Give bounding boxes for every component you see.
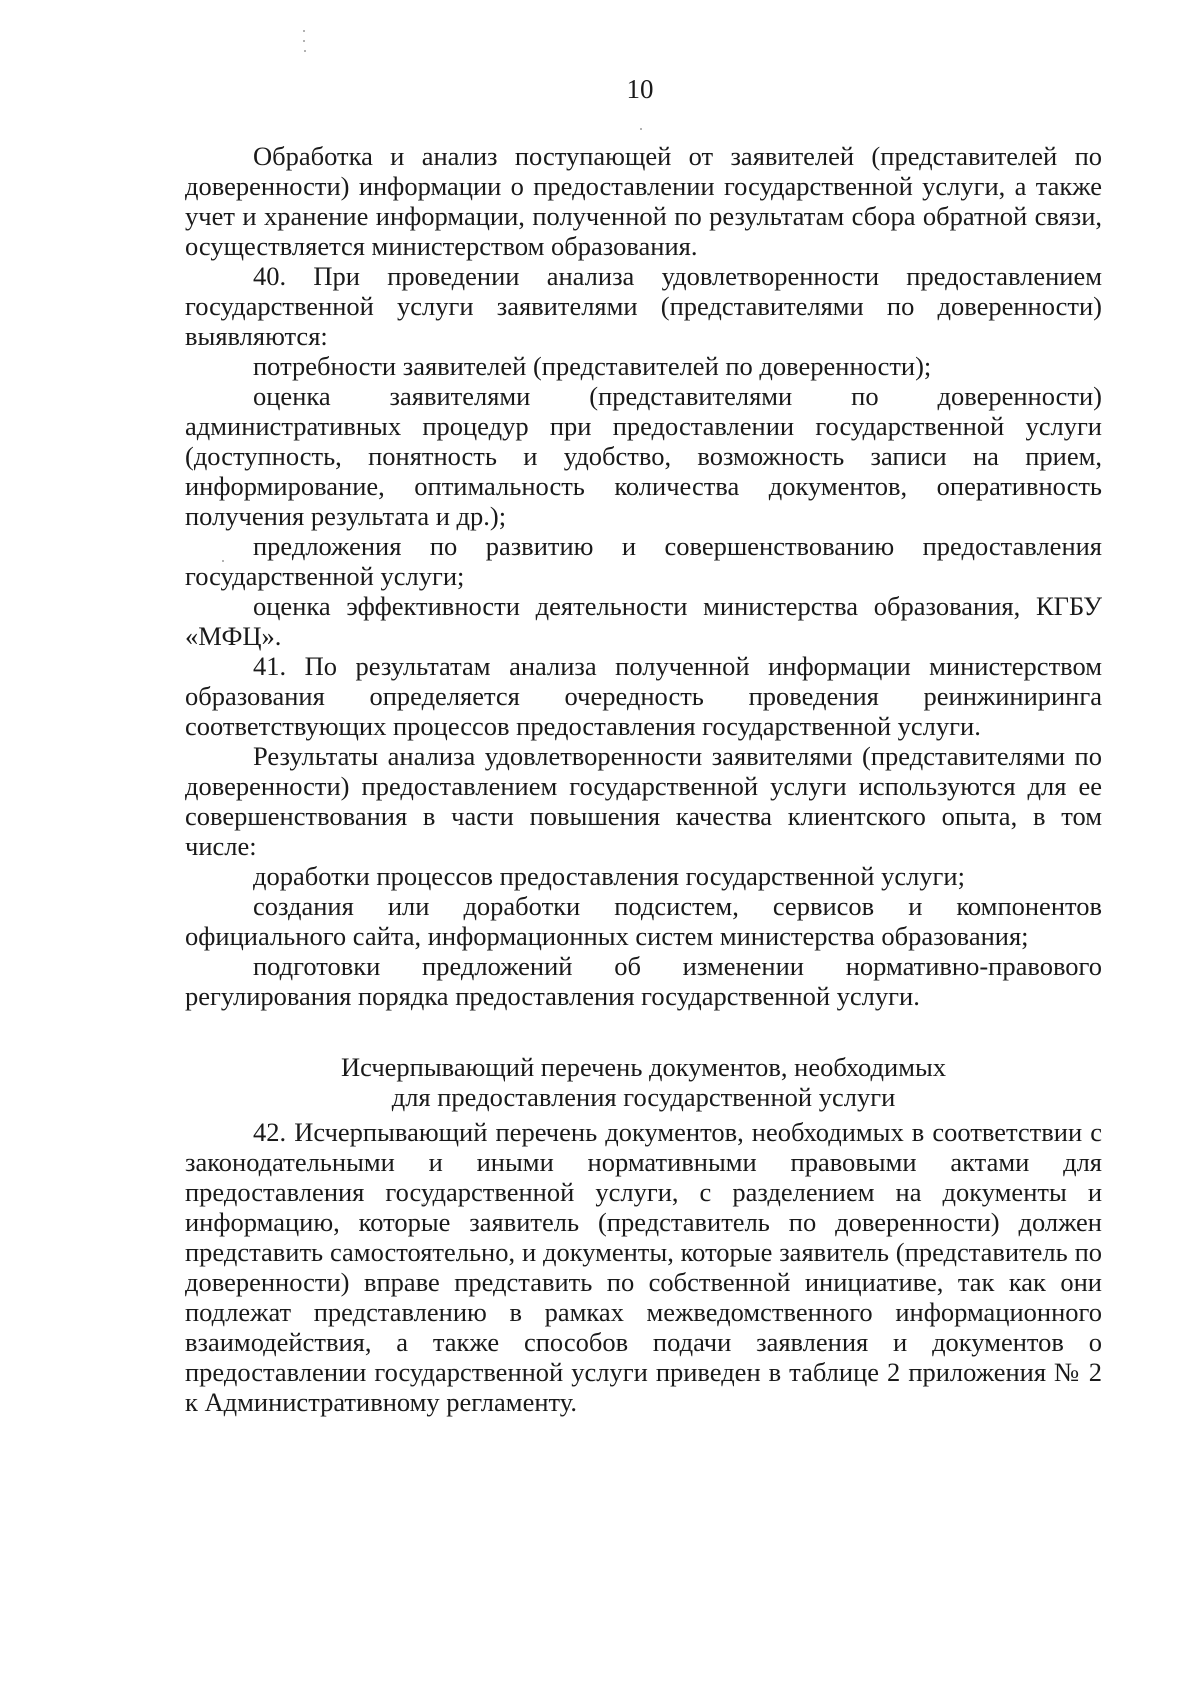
section-heading-line: для предоставления государственной услуги [391, 1082, 896, 1112]
paragraph: оценка эффективности деятельности министерства образования, КГБУ «МФЦ». [185, 591, 1102, 651]
paragraph: Результаты анализа удовлетворенности заявителями (представителями по доверенности) предоставлением государственной услуги используются для ее совершенствования в части повышения качества клиентского опыта, в том числе: [185, 741, 1102, 861]
scan-speck [303, 30, 305, 32]
paragraph: доработки процессов предоставления государственной услуги; [253, 861, 965, 891]
paragraph: предложения по развитию и совершенствованию предоставления государственной услуги; [185, 531, 1102, 591]
scan-speck [640, 128, 642, 130]
paragraph: Обработка и анализ поступающей от заявителей (представителей по доверенности) информации о предоставлении государственной услуги, а также учет и хранение информации, полученной по результатам сбора обратной связи, осуществляется министерством образования. [185, 141, 1102, 261]
scan-speck [304, 50, 306, 52]
body-text-block-1 [185, 141, 1102, 1011]
paragraph: 40. При проведении анализа удовлетворенности предоставлением государственной услуги заявителями (представителями по доверенности) выявляются: [185, 261, 1102, 351]
paragraph: оценка заявителями (представителями по доверенности) административных процедур при предоставлении государственной услуги (доступность, понятность и удобство, возможность записи на прием, информирование, оптимальность количества документов, оперативность получения результата и др.); [185, 381, 1102, 531]
paragraph: 42. Исчерпывающий перечень документов, необходимых в соответствии с законодательными и иными нормативными правовыми актами для предоставления государственной услуги, с разделением на документы и информацию, которые заявитель (представитель по доверенности) должен представить самостоятельно, и документы, которые заявитель (представитель по доверенности) вправе представить по собственной инициативе, так как они подлежат представлению в рамках межведомственного информационного взаимодействия, а также способов подачи заявления и документов о предоставлении государственной услуги приведен в таблице 2 приложения № 2 к Административному регламенту. [185, 1117, 1102, 1417]
body-text-block-2 [185, 1117, 1102, 1417]
paragraph: создания или доработки подсистем, сервисов и компонентов официального сайта, информационных систем министерства образования; [185, 891, 1102, 951]
section-heading-line: Исчерпывающий перечень документов, необходимых [340, 1052, 947, 1082]
section-heading [185, 1052, 1102, 1112]
page-number: 10 [626, 74, 654, 104]
paragraph: подготовки предложений об изменении нормативно-правового регулирования порядка предоставления государственной услуги. [185, 951, 1102, 1011]
scan-speck [303, 40, 305, 42]
paragraph: потребности заявителей (представителей по доверенности); [253, 351, 932, 381]
paragraph: 41. По результатам анализа полученной информации министерством образования определяется очередность проведения реинжиниринга соответствующих процессов предоставления государственной услуги. [185, 651, 1102, 741]
